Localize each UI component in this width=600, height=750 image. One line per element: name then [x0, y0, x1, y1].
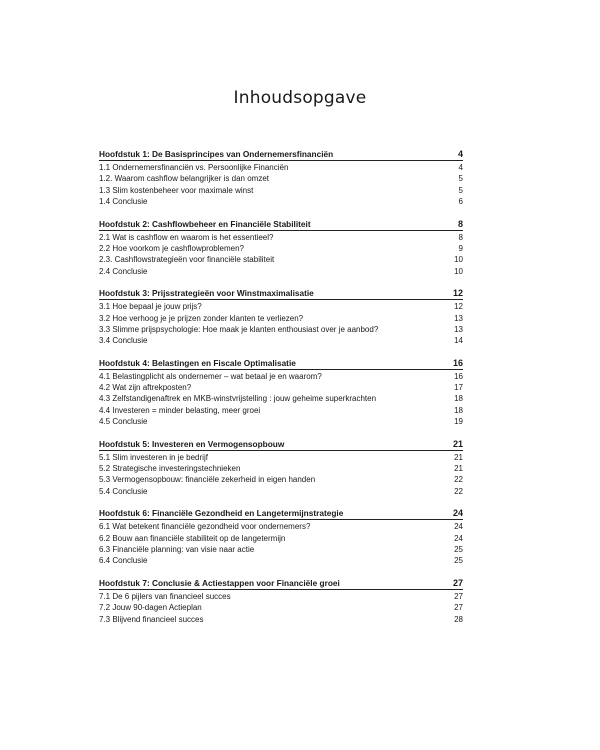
toc-entry-label: 2.2 Hoe voorkom je cashflowproblemen? — [99, 243, 244, 253]
toc-entry-label: 3.4 Conclusie — [99, 336, 148, 346]
toc-entry[interactable] — [99, 452, 463, 463]
toc-entry[interactable] — [99, 486, 463, 497]
chapter-heading[interactable] — [99, 578, 463, 590]
toc-entry-page-number: 12 — [454, 302, 463, 312]
toc-chapter — [99, 508, 463, 567]
chapter-title: Hoofdstuk 1: De Basisprincipes van Ondernemersfinanciën — [99, 149, 334, 159]
chapter-heading[interactable] — [99, 149, 463, 161]
chapter-page-number: 4 — [457, 149, 463, 159]
toc-entry-page-number: 24 — [454, 533, 463, 543]
toc-entry-label: 4.3 Zelfstandigenaftrek en MKB-winstvrijstelling : jouw geheime superkrachten — [99, 394, 377, 404]
toc-entry-label: 2.3. Cashflowstrategieën voor financiële stabiliteit — [99, 255, 275, 265]
toc-entry-label: 5.3 Vermogensopbouw: financiële zekerheid in eigen handen — [99, 475, 316, 485]
toc-entry-page-number: 21 — [454, 452, 463, 462]
toc-entry[interactable] — [99, 301, 463, 312]
toc-chapter — [99, 219, 463, 278]
chapter-page-number: 24 — [452, 508, 463, 519]
toc-entry[interactable] — [99, 602, 463, 613]
toc-entry-page-number: 27 — [454, 591, 463, 601]
toc-entry-label: 4.2 Wat zijn aftrekposten? — [99, 383, 192, 393]
toc-entry[interactable] — [99, 162, 463, 173]
chapter-heading[interactable] — [99, 358, 463, 370]
toc-entry-label: 1.3 Slim kostenbeheer voor maximale winst — [99, 185, 254, 195]
toc-entry-label: 5.4 Conclusie — [99, 486, 148, 496]
toc-entry-label: 1.4 Conclusie — [99, 197, 148, 207]
toc-chapter — [99, 149, 463, 208]
chapter-page-number: 21 — [452, 438, 463, 449]
toc-entry-label: 3.1 Hoe bepaal je jouw prijs? — [99, 302, 202, 312]
toc-entry[interactable] — [99, 591, 463, 602]
toc-entry-page-number: 24 — [454, 522, 463, 532]
toc-entry-page-number: 22 — [454, 475, 463, 485]
toc-entry-label: 6.3 Financiële planning: van visie naar actie — [99, 544, 255, 554]
toc-entry[interactable] — [99, 533, 463, 544]
toc-entry[interactable] — [99, 405, 463, 416]
toc-entry-page-number: 6 — [458, 197, 463, 207]
toc-entry-page-number: 4 — [458, 163, 463, 172]
toc-entry[interactable] — [99, 232, 463, 243]
toc-entry-page-number: 16 — [454, 371, 463, 381]
toc-entry[interactable] — [99, 335, 463, 346]
toc-entry-page-number: 18 — [454, 394, 463, 404]
toc-entry-page-number: 17 — [454, 383, 463, 393]
toc-entry[interactable] — [99, 463, 463, 474]
toc-entry-page-number: 19 — [454, 417, 463, 427]
toc-entry[interactable] — [99, 254, 463, 265]
toc-chapter — [99, 578, 463, 625]
toc-entry-page-number: 10 — [454, 266, 463, 276]
toc-entry[interactable] — [99, 614, 463, 625]
toc-entry-page-number: 28 — [454, 614, 463, 624]
toc-entry[interactable] — [99, 521, 463, 532]
toc-entry-label: 6.1 Wat betekent financiële gezondheid voor ondernemers? — [99, 522, 311, 532]
toc-entry[interactable] — [99, 266, 463, 277]
chapter-title: Hoofdstuk 5: Investeren en Vermogensopbouw — [99, 438, 285, 449]
toc-entry-page-number: 27 — [454, 603, 463, 613]
toc-entry-label: 5.2 Strategische investeringstechnieken — [99, 464, 241, 474]
toc-entry-label: 6.2 Bouw aan financiële stabiliteit op de langetermijn — [99, 533, 286, 543]
toc-entry[interactable] — [99, 371, 463, 382]
toc-entry-page-number: 5 — [458, 185, 463, 195]
chapter-title: Hoofdstuk 6: Financiële Gezondheid en Langetermijnstrategie — [99, 508, 344, 519]
toc-entry[interactable] — [99, 313, 463, 324]
toc-entry[interactable] — [99, 544, 463, 555]
toc-entry-page-number: 13 — [454, 313, 463, 323]
toc-entry-label: 2.1 Wat is cashflow en waarom is het essentieel? — [99, 232, 274, 242]
toc-chapter — [99, 288, 463, 347]
page-title: Inhoudsopgave — [233, 88, 367, 108]
toc-entry-page-number: 9 — [458, 243, 463, 253]
toc-entry-page-number: 25 — [454, 544, 463, 554]
toc-entry-label: 4.5 Conclusie — [99, 417, 148, 427]
toc-entry-label: 7.2 Jouw 90-dagen Actieplan — [99, 603, 202, 613]
toc-entry[interactable] — [99, 196, 463, 207]
toc-entry-page-number: 5 — [458, 174, 463, 184]
table-of-contents — [99, 149, 463, 636]
chapter-page-number: 16 — [452, 357, 463, 368]
toc-entry[interactable] — [99, 393, 463, 404]
toc-entry-label: 4.4 Investeren = minder belasting, meer groei — [99, 405, 261, 415]
toc-entry-page-number: 10 — [454, 255, 463, 265]
chapter-page-number: 27 — [452, 577, 463, 588]
toc-entry[interactable] — [99, 185, 463, 196]
toc-entry[interactable] — [99, 474, 463, 485]
toc-chapter — [99, 358, 463, 428]
toc-entry[interactable] — [99, 243, 463, 254]
chapter-title: Hoofdstuk 7: Conclusie & Actiestappen voor Financiële groei — [99, 577, 340, 588]
toc-entry-label: 3.3 Slimme prijspsychologie: Hoe maak je klanten enthousiast over je aanbod? — [99, 324, 379, 334]
toc-entry[interactable] — [99, 173, 463, 184]
toc-entry-label: 1.1 Ondernemersfinanciën vs. Persoonlijke Financiën — [99, 163, 289, 172]
chapter-title: Hoofdstuk 2: Cashflowbeheer en Financiële Stabiliteit — [99, 218, 311, 229]
toc-entry-page-number: 22 — [454, 486, 463, 496]
toc-entry-page-number: 14 — [454, 336, 463, 346]
toc-entry-label: 2.4 Conclusie — [99, 266, 148, 276]
chapter-heading[interactable] — [99, 288, 463, 300]
chapter-title: Hoofdstuk 4: Belastingen en Fiscale Optimalisatie — [99, 357, 296, 368]
chapter-page-number: 8 — [457, 218, 463, 229]
toc-chapter — [99, 439, 463, 498]
toc-entry[interactable] — [99, 555, 463, 566]
toc-entry-page-number: 18 — [454, 405, 463, 415]
toc-entry-label: 6.4 Conclusie — [99, 556, 148, 566]
toc-entry[interactable] — [99, 324, 463, 335]
toc-entry-label: 4.1 Belastingplicht als ondernemer – wat betaal je en waarom? — [99, 371, 322, 381]
toc-entry-label: 7.3 Blijvend financieel succes — [99, 614, 204, 624]
chapter-heading[interactable] — [99, 439, 463, 451]
toc-entry-page-number: 25 — [454, 556, 463, 566]
toc-entry[interactable] — [99, 416, 463, 427]
toc-entry-label: 5.1 Slim investeren in je bedrijf — [99, 452, 208, 462]
toc-entry-label: 1.2. Waarom cashflow belangrijker is dan omzet — [99, 174, 269, 184]
toc-entry[interactable] — [99, 382, 463, 393]
toc-entry-page-number: 8 — [458, 232, 463, 242]
chapter-title: Hoofdstuk 3: Prijsstrategieën voor Winstmaximalisatie — [99, 288, 314, 299]
toc-entry-label: 3.2 Hoe verhoog je je prijzen zonder klanten te verliezen? — [99, 313, 304, 323]
toc-entry-page-number: 21 — [454, 464, 463, 474]
chapter-page-number: 12 — [452, 288, 463, 299]
chapter-heading[interactable] — [99, 508, 463, 520]
toc-entry-label: 7.1 De 6 pijlers van financieel succes — [99, 591, 231, 601]
toc-entry-page-number: 13 — [454, 324, 463, 334]
chapter-heading[interactable] — [99, 219, 463, 231]
